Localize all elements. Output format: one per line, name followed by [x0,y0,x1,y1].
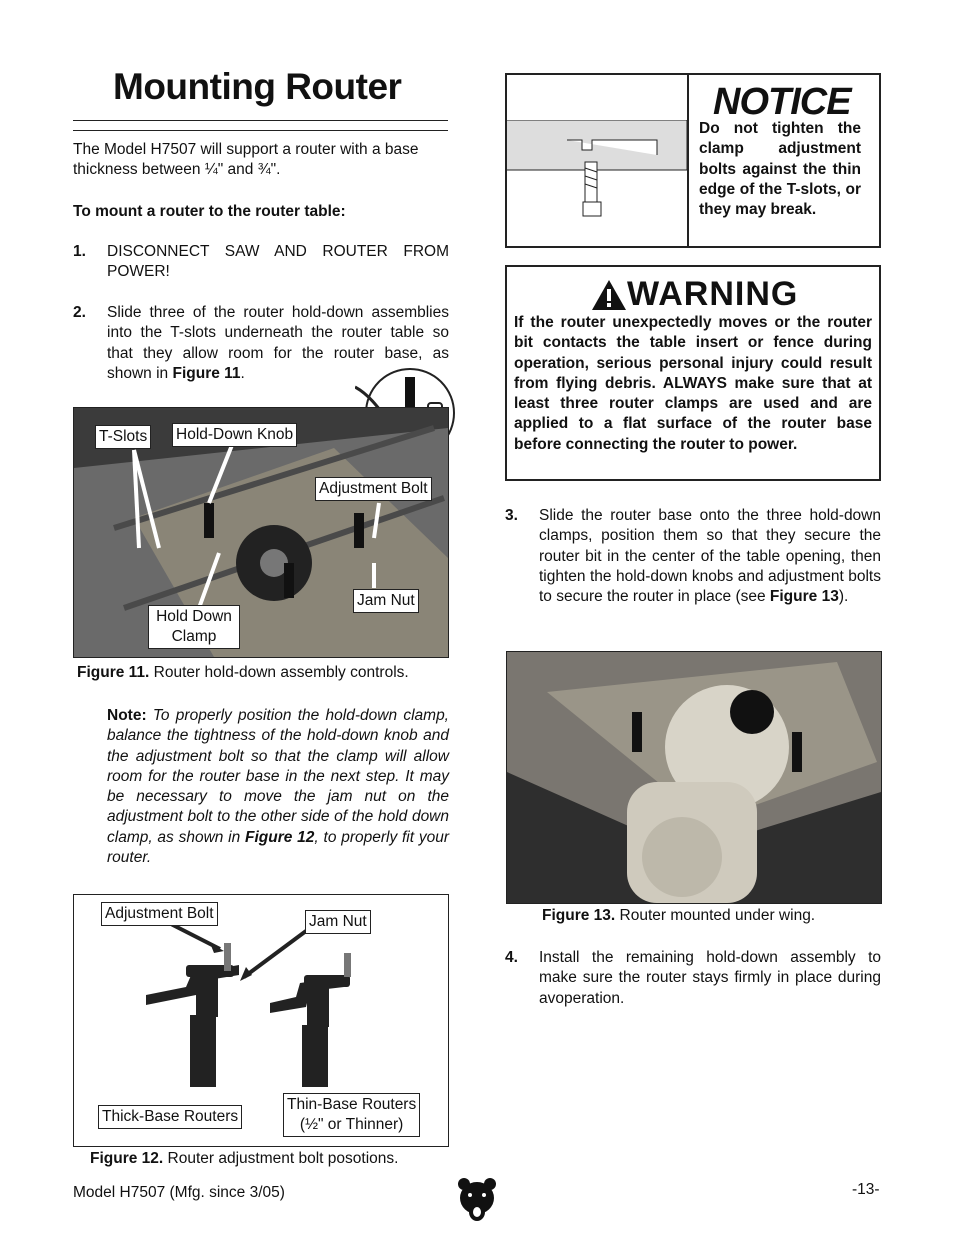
label-jam-nut-fig12: Jam Nut [305,910,371,934]
step-3-number: 3. [505,507,518,524]
t-slot-diagram [507,120,687,220]
footer-model: Model H7507 (Mfg. since 3/05) [73,1184,285,1201]
figure-13-photo [506,651,882,904]
figure-12-diagram [73,894,449,1147]
step-1-text: DISCONNECT SAW AND ROUTER FROM POWER! [107,243,449,281]
subheading: To mount a router to the router table: [73,203,346,220]
intro-paragraph: The Model H7507 will support a router with a base thickness between ¼" and ¾". [73,141,419,179]
step-4-number: 4. [505,949,518,966]
figure-13-caption: Figure 13. Router mounted under wing. [542,907,816,924]
page-title: Mounting Router [113,66,402,107]
router-mounted-image [507,652,881,903]
label-hold-down-clamp: Hold Down Clamp [148,605,240,649]
step-3-text: Slide the router base onto the three hold-down clamps, position them so that they secure the router bit in the center of the table opening, then tighten the hold-down knobs and adjustment bolts to secure the router in place (see Figure 13). [539,507,881,606]
notice-text: Do not tighten the clamp adjustment bolts against the thin edge of the T-slots, or they may break. [699,120,861,219]
warning-heading-row [591,275,798,314]
label-thick-base-routers: Thick-Base Routers [98,1105,242,1129]
page-number: -13- [852,1181,880,1198]
notice-divider [687,75,689,246]
notice-box [505,73,881,248]
label-adjustment-bolt: Adjustment Bolt [315,477,432,501]
warning-box [505,265,881,481]
figure-11-caption: Figure 11. Router hold-down assembly controls. [77,664,409,681]
label-adjustment-bolt-fig12: Adjustment Bolt [101,902,218,926]
label-jam-nut: Jam Nut [353,589,419,613]
figure-12-caption: Figure 12. Router adjustment bolt posotions. [90,1150,399,1167]
label-hold-down-knob: Hold-Down Knob [172,423,297,447]
figure-13-ref: Figure 13 [769,588,839,606]
step-4-text: Install the remaining hold-down assembly to make sure the router stays firmly in place during avoperation. [539,949,881,1007]
bear-logo-icon [457,1176,497,1222]
warning-heading: WARNING [627,275,799,313]
title-rule-bottom [73,130,448,131]
label-thin-base-routers: Thin-Base Routers (½" or Thinner) [283,1093,420,1137]
step-1-number: 1. [73,243,86,260]
warning-triangle-icon [591,279,627,311]
figure-11-ref: Figure 11 [172,364,241,382]
figure-12-ref: Figure 12 [245,828,315,846]
title-rule-top [73,120,448,121]
figure-11-photo [73,407,449,658]
label-t-slots: T-Slots [95,425,151,449]
step-2-number: 2. [73,304,86,321]
warning-text: If the router unexpectedly moves or the router bit contacts the table insert or fence during operation, serious personal injury could result from flying debris. ALWAYS make sure that at least three router clamps are used and are applied to a flat surface of the router base before connecting the router to power. [514,314,872,453]
notice-heading: NOTICE [713,81,851,123]
step-2-text: Slide three of the router hold-down assemblies into the T-slots underneath the router table so that they allow room for the router base, as shown in Figure 11. [107,304,449,382]
note-paragraph: Note: To properly position the hold-down clamp, balance the tightness of the hold-down knob and the adjustment bolt so that the clamp will allow room for the router base in the next step. It may be necessary to move the jam nut on the adjustment bolt to the other side of the hold down clamp, as shown in Figure 12, to properly fit your router. [107,707,449,867]
